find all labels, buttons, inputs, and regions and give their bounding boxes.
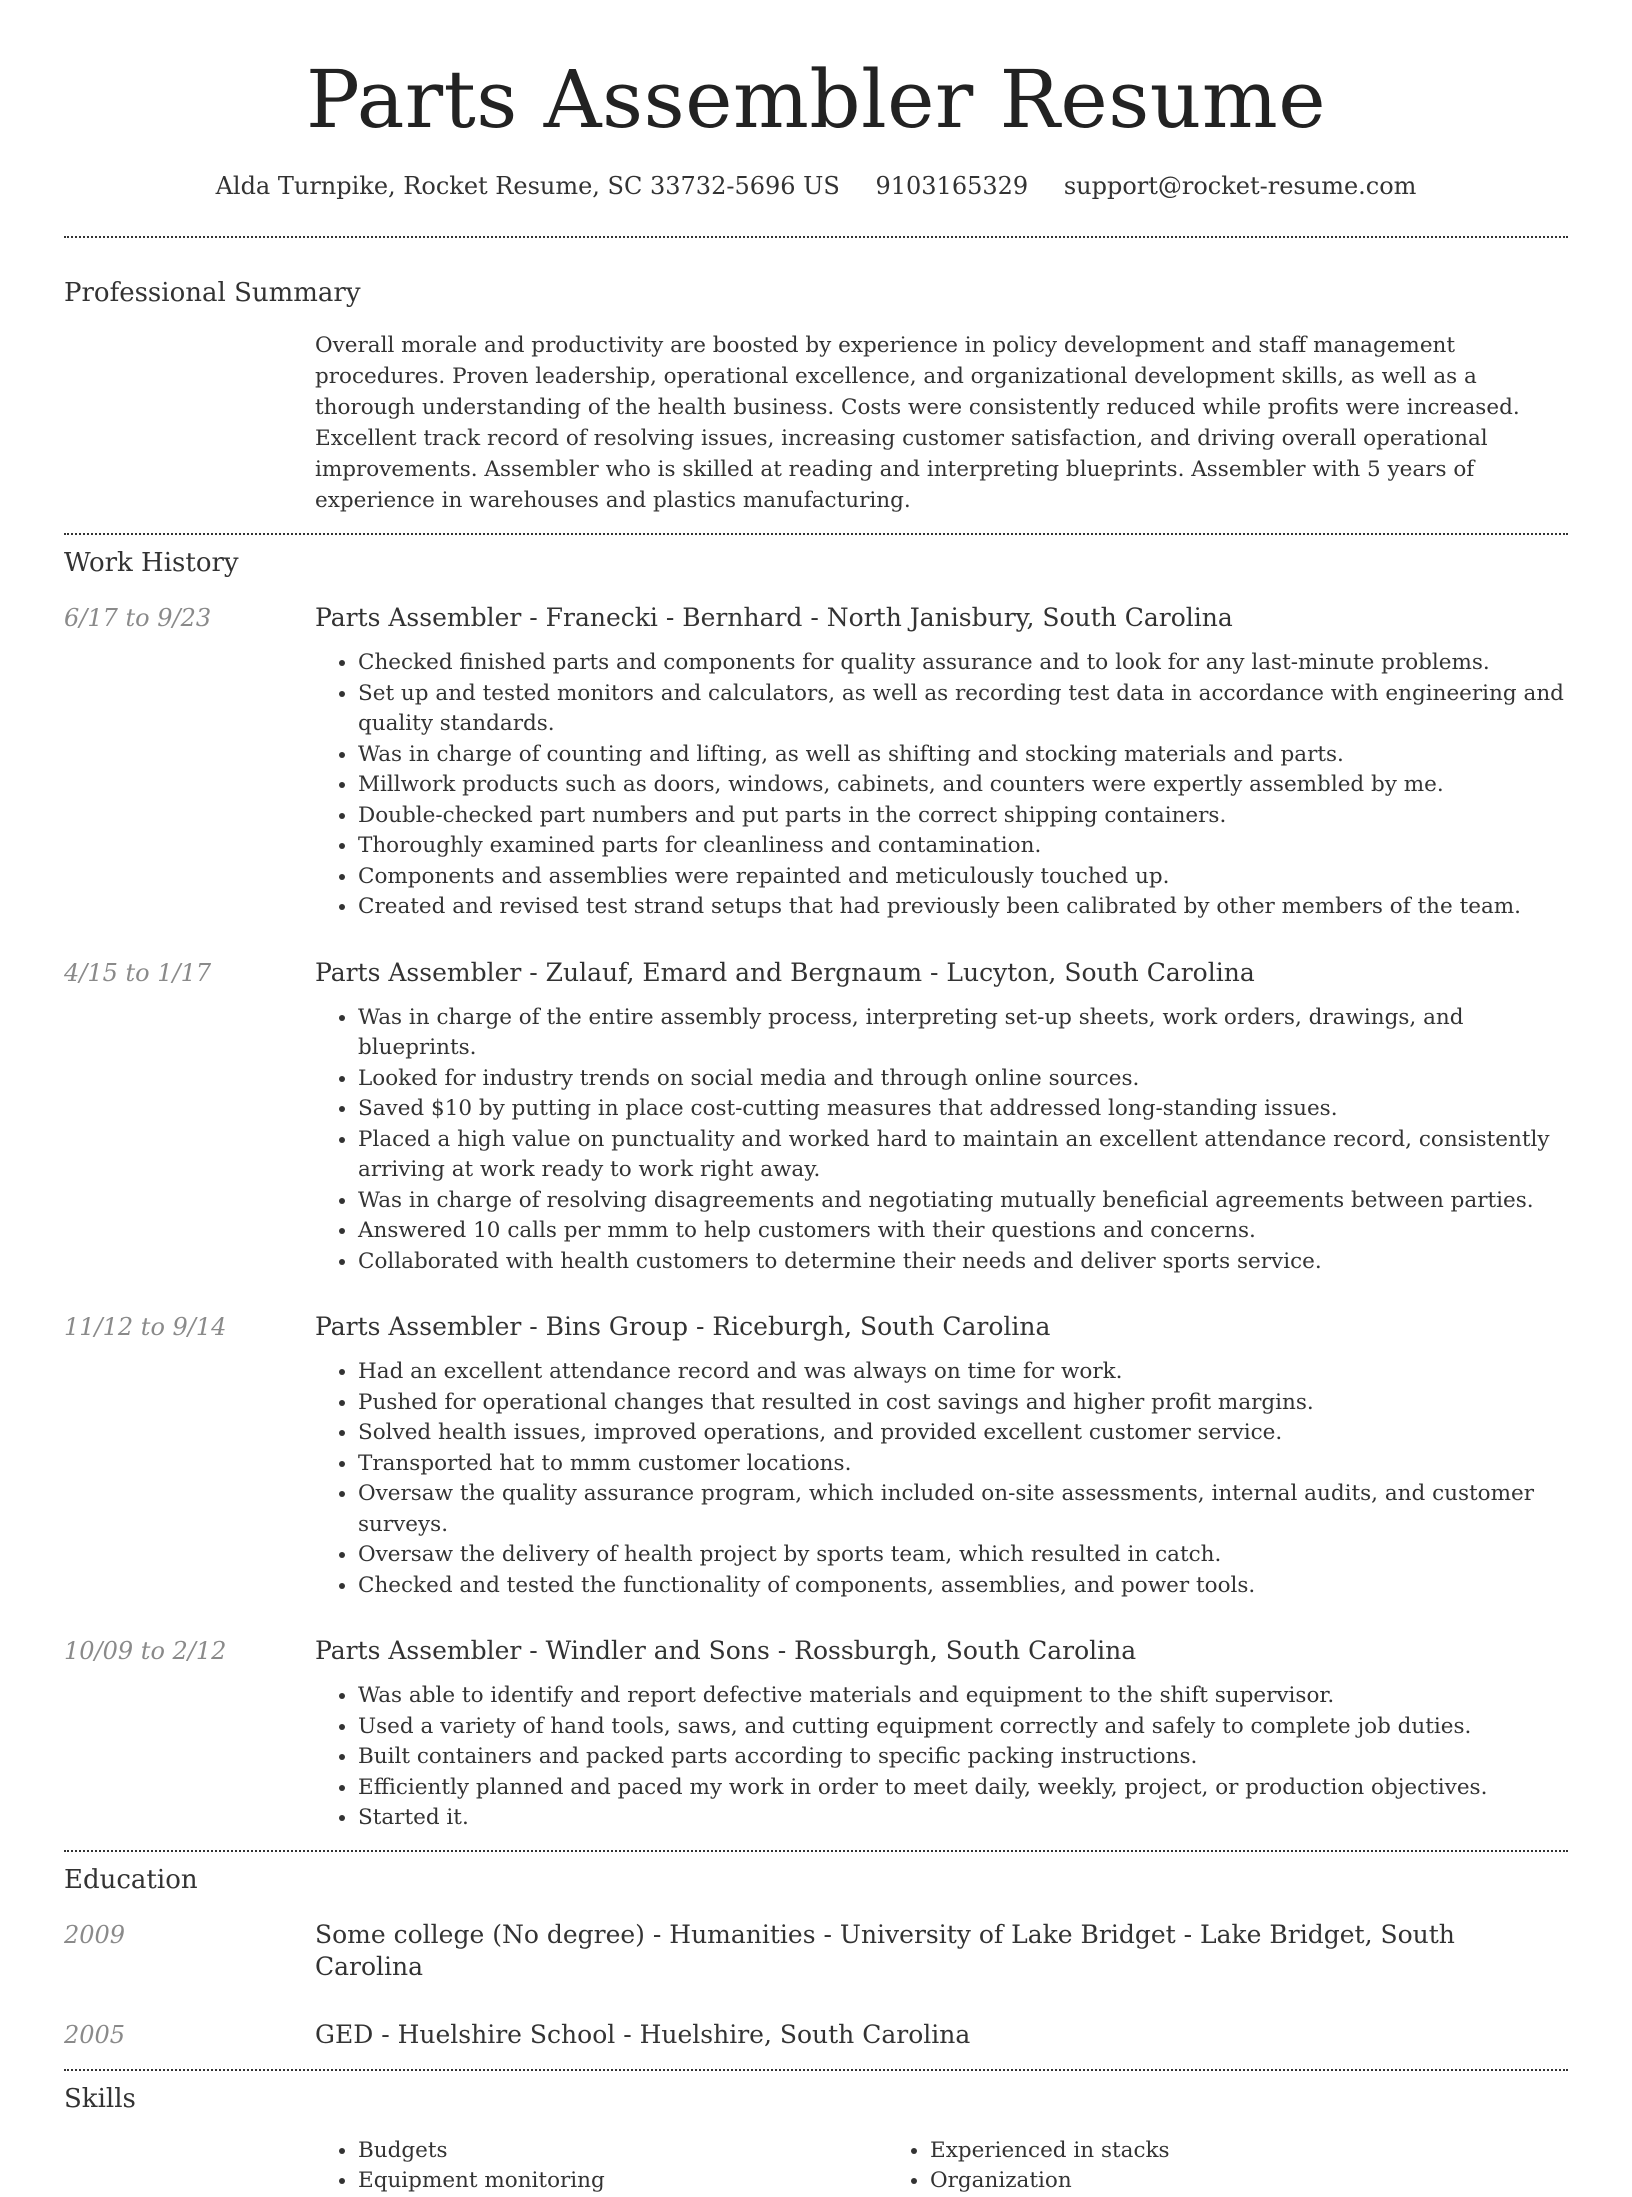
job-bullets [315,1681,1568,1834]
education-entry [64,2019,1568,2051]
skill-item: • Equipment monitoring [358,2166,887,2197]
job-bullet: • Transported hat to mmm customer locations. [358,1449,1568,1480]
skills-row [64,2136,1568,2197]
resume-title: Parts Assembler Resume [305,53,1327,146]
job-bullet: • Components and assemblies were repainted and meticulously touched up. [358,862,1568,893]
job-bullet: • Built containers and packed parts according to specific packing instructions. [358,1742,1568,1773]
job-bullet: • Collaborated with health customers to determine their needs and deliver sports service. [358,1247,1568,1278]
job-body [315,957,1568,1278]
divider [64,1850,1568,1852]
job-entry [64,957,1568,1278]
divider [64,2069,1568,2071]
job-bullet: • Saved $10 by putting in place cost-cutting measures that addressed long-standing issues. [358,1094,1568,1125]
job-bullet: • Used a variety of hand tools, saws, and cutting equipment correctly and safely to complete job duties. [358,1712,1568,1743]
job-bullet: • Was in charge of counting and lifting, as well as shifting and stocking materials and parts. [358,740,1568,771]
job-bullet: • Started it. [358,1803,1568,1834]
job-title: Parts Assembler - Franecki - Bernhard - North Janisbury, South Carolina [315,603,1233,632]
job-bullet: • Had an excellent attendance record and was always on time for work. [358,1357,1568,1388]
job-body [315,1311,1568,1601]
contact-address: Alda Turnpike, Rocket Resume, SC 33732-5696 US [215,172,840,200]
job-bullet: • Looked for industry trends on social media and through online sources. [358,1064,1568,1095]
education-entry [64,1919,1568,1983]
job-bullet: • Checked and tested the functionality of components, assemblies, and power tools. [358,1571,1568,1602]
job-bullet: • Solved health issues, improved operations, and provided excellent customer service. [358,1418,1568,1449]
job-entry [64,1635,1568,1834]
job-bullet: • Double-checked part numbers and put parts in the correct shipping containers. [358,801,1568,832]
job-bullet: • Oversaw the quality assurance program, which included on-site assessments, internal audits, and customer surveys. [358,1479,1568,1540]
summary-body [315,330,1568,516]
job-bullet: • Thoroughly examined parts for cleanliness and contamination. [358,831,1568,862]
job-dates: 11/12 to 9/14 [64,1313,227,1341]
contact-phone: 9103165329 [875,172,1029,200]
job-bullets [315,1003,1568,1278]
work-history-heading: Work History [64,548,239,578]
job-bullet: • Placed a high value on punctuality and worked hard to maintain an excellent attendance record, consistently arriving at work ready to work right away. [358,1125,1568,1186]
job-title: Parts Assembler - Zulauf, Emard and Bergnaum - Lucyton, South Carolina [315,957,1255,987]
education-text: Some college (No degree) - Humanities - University of Lake Bridget - Lake Bridget, South Carolina [315,1919,1455,1981]
contact-email: support@rocket-resume.com [1063,172,1417,200]
job-entry [64,602,1568,923]
job-title: Parts Assembler - Windler and Sons - Rossburgh, South Carolina [315,1636,1137,1665]
job-bullets [315,1357,1568,1601]
summary-heading: Professional Summary [64,278,361,308]
job-body [315,1635,1568,1834]
summary-text: Overall morale and productivity are boosted by experience in policy development and staff management procedures. Proven leadership, operational excellence, and organizational development skills, as well as a thorough understanding of the health business. Costs were consistently reduced while profits were increased. Excellent track record of resolving issues, increasing customer satisfaction, and driving overall operational improvements. Assembler who is skilled at reading and interpreting blueprints. Assembler with 5 years of experience in warehouses and plastics manufacturing. [315,333,1520,513]
job-bullet: • Created and revised test strand setups that had previously been calibrated by other members of the team. [358,892,1568,923]
job-bullet: • Efficiently planned and paced my work in order to meet daily, weekly, project, or production objectives. [358,1773,1568,1804]
skills-heading: Skills [64,2083,136,2114]
skill-item: • Organization [930,2166,1459,2197]
skills-list-left [315,2136,887,2197]
job-bullet: • Millwork products such as doors, windows, cabinets, and counters were expertly assembled by me. [358,770,1568,801]
job-dates: 10/09 to 2/12 [64,1637,227,1665]
job-bullet: • Was able to identify and report defective materials and equipment to the shift supervisor. [358,1681,1568,1712]
skill-item: • Budgets [358,2136,887,2167]
job-bullet: • Oversaw the delivery of health project by sports team, which resulted in catch. [358,1540,1568,1571]
skills-columns [315,2136,1568,2197]
job-dates: 6/17 to 9/23 [64,604,212,632]
summary-row [64,330,1568,516]
job-dates: 4/15 to 1/17 [64,958,212,987]
contact-line [64,170,1568,202]
divider [64,533,1568,535]
skills-list-right [887,2136,1459,2197]
job-bullet: • Answered 10 calls per mmm to help customers with their questions and concerns. [358,1216,1568,1247]
job-title: Parts Assembler - Bins Group - Riceburgh, South Carolina [315,1312,1051,1341]
education-heading: Education [64,1864,198,1895]
job-bullets [315,648,1568,923]
job-body [315,602,1568,923]
job-entry [64,1311,1568,1601]
education-text: GED - Huelshire School - Huelshire, South Carolina [315,2019,971,2049]
divider [64,236,1568,238]
job-bullet: • Was in charge of resolving disagreements and negotiating mutually beneficial agreements between parties. [358,1186,1568,1217]
skill-item: • Experienced in stacks [930,2136,1459,2167]
education-year: 2009 [64,1920,126,1949]
education-year: 2005 [64,2020,126,2049]
job-bullet: • Was in charge of the entire assembly process, interpreting set-up sheets, work orders, drawings, and blueprints. [358,1003,1568,1064]
job-bullet: • Checked finished parts and components for quality assurance and to look for any last-minute problems. [358,648,1568,679]
job-bullet: • Pushed for operational changes that resulted in cost savings and higher profit margins. [358,1388,1568,1419]
job-bullet: • Set up and tested monitors and calculators, as well as recording test data in accordance with engineering and quality standards. [358,679,1568,740]
